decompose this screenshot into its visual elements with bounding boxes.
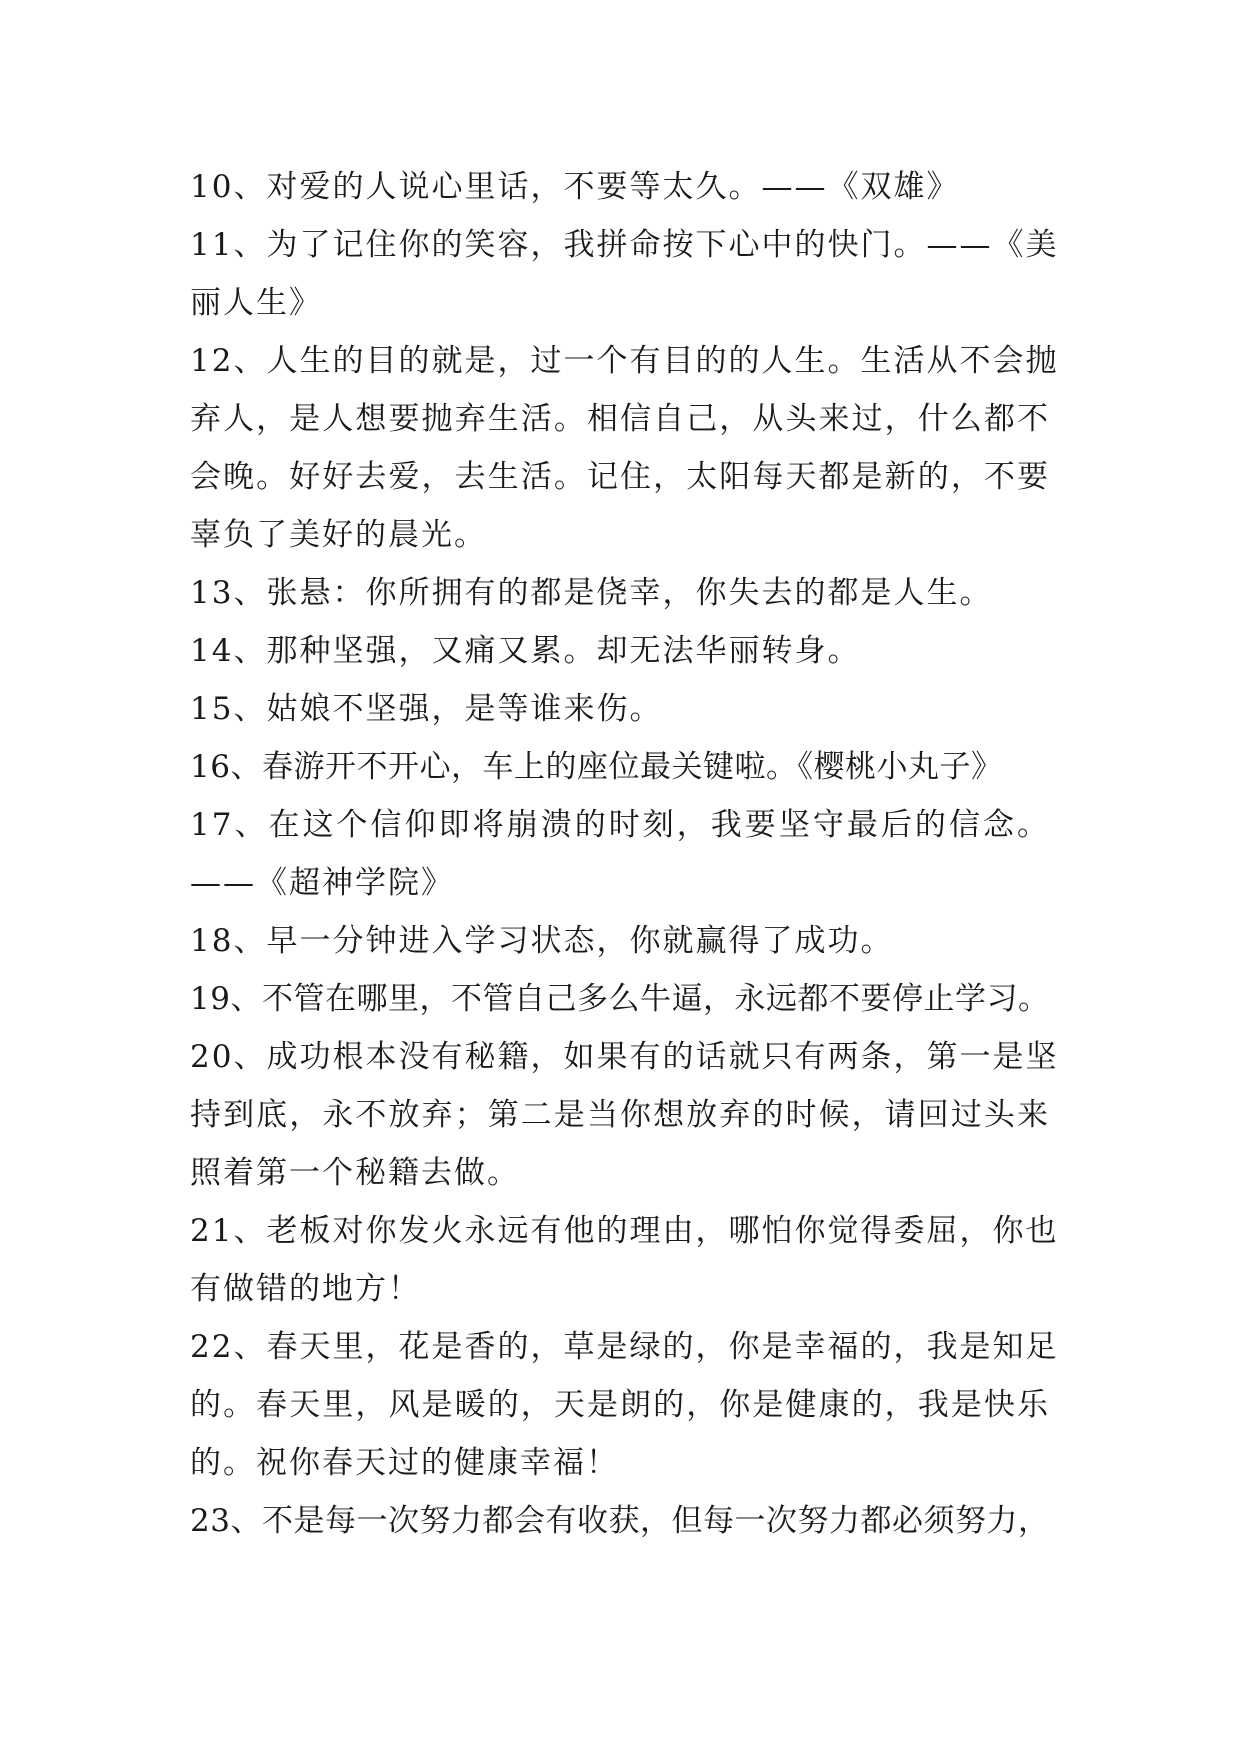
text-line: 14、那种坚强，又痛又累。却无法华丽转身。 bbox=[190, 633, 861, 669]
text-line: 持到底，永不放弃；第二是当你想放弃的时候，请回过头来 bbox=[190, 1097, 1050, 1133]
text-line: 15、姑娘不坚强，是等谁来伤。 bbox=[190, 691, 663, 727]
text-line: 23、不是每一次努力都会有收获，但每一次努力都必须努力， bbox=[190, 1503, 1050, 1539]
text-line: ——《超神学院》 bbox=[190, 865, 454, 901]
text-line: 12、人生的目的就是，过一个有目的的人生。生活从不会抛 bbox=[190, 343, 1059, 379]
text-line: 19、不管在哪里，不管自己多么牛逼，永远都不要停止学习。 bbox=[190, 981, 1050, 1017]
text-line: 17、在这个信仰即将崩溃的时刻，我要坚守最后的信念。 bbox=[190, 807, 1050, 843]
text-line: 16、春游开不开心，车上的座位最关键啦。《樱桃小丸子》 bbox=[190, 749, 1003, 785]
text-line: 会晚。好好去爱，去生活。记住，太阳每天都是新的，不要 bbox=[190, 459, 1050, 495]
text-line: 21、老板对你发火永远有他的理由，哪怕你觉得委屈，你也 bbox=[190, 1213, 1059, 1249]
document-body bbox=[190, 158, 1059, 1550]
text-line: 弃人，是人想要抛弃生活。相信自己，从头来过，什么都不 bbox=[190, 401, 1050, 437]
text-line: 20、成功根本没有秘籍，如果有的话就只有两条，第一是坚 bbox=[190, 1039, 1059, 1075]
text-line: 22、春天里，花是香的，草是绿的，你是幸福的，我是知足 bbox=[190, 1329, 1059, 1365]
text-line: 丽人生》 bbox=[190, 285, 322, 321]
text-line: 18、早一分钟进入学习状态，你就赢得了成功。 bbox=[190, 923, 894, 959]
text-line: 辜负了美好的晨光。 bbox=[190, 517, 487, 553]
text-line: 11、为了记住你的笑容，我拼命按下心中的快门。——《美 bbox=[190, 227, 1059, 263]
text-line: 有做错的地方！ bbox=[190, 1271, 421, 1307]
text-line: 13、张悬：你所拥有的都是侥幸，你失去的都是人生。 bbox=[190, 575, 993, 611]
text-line: 的。祝你春天过的健康幸福！ bbox=[190, 1445, 619, 1481]
text-line: 的。春天里，风是暖的，天是朗的，你是健康的，我是快乐 bbox=[190, 1387, 1050, 1423]
text-line: 照着第一个秘籍去做。 bbox=[190, 1155, 520, 1191]
text-line: 10、对爱的人说心里话，不要等太久。——《双雄》 bbox=[190, 169, 960, 205]
